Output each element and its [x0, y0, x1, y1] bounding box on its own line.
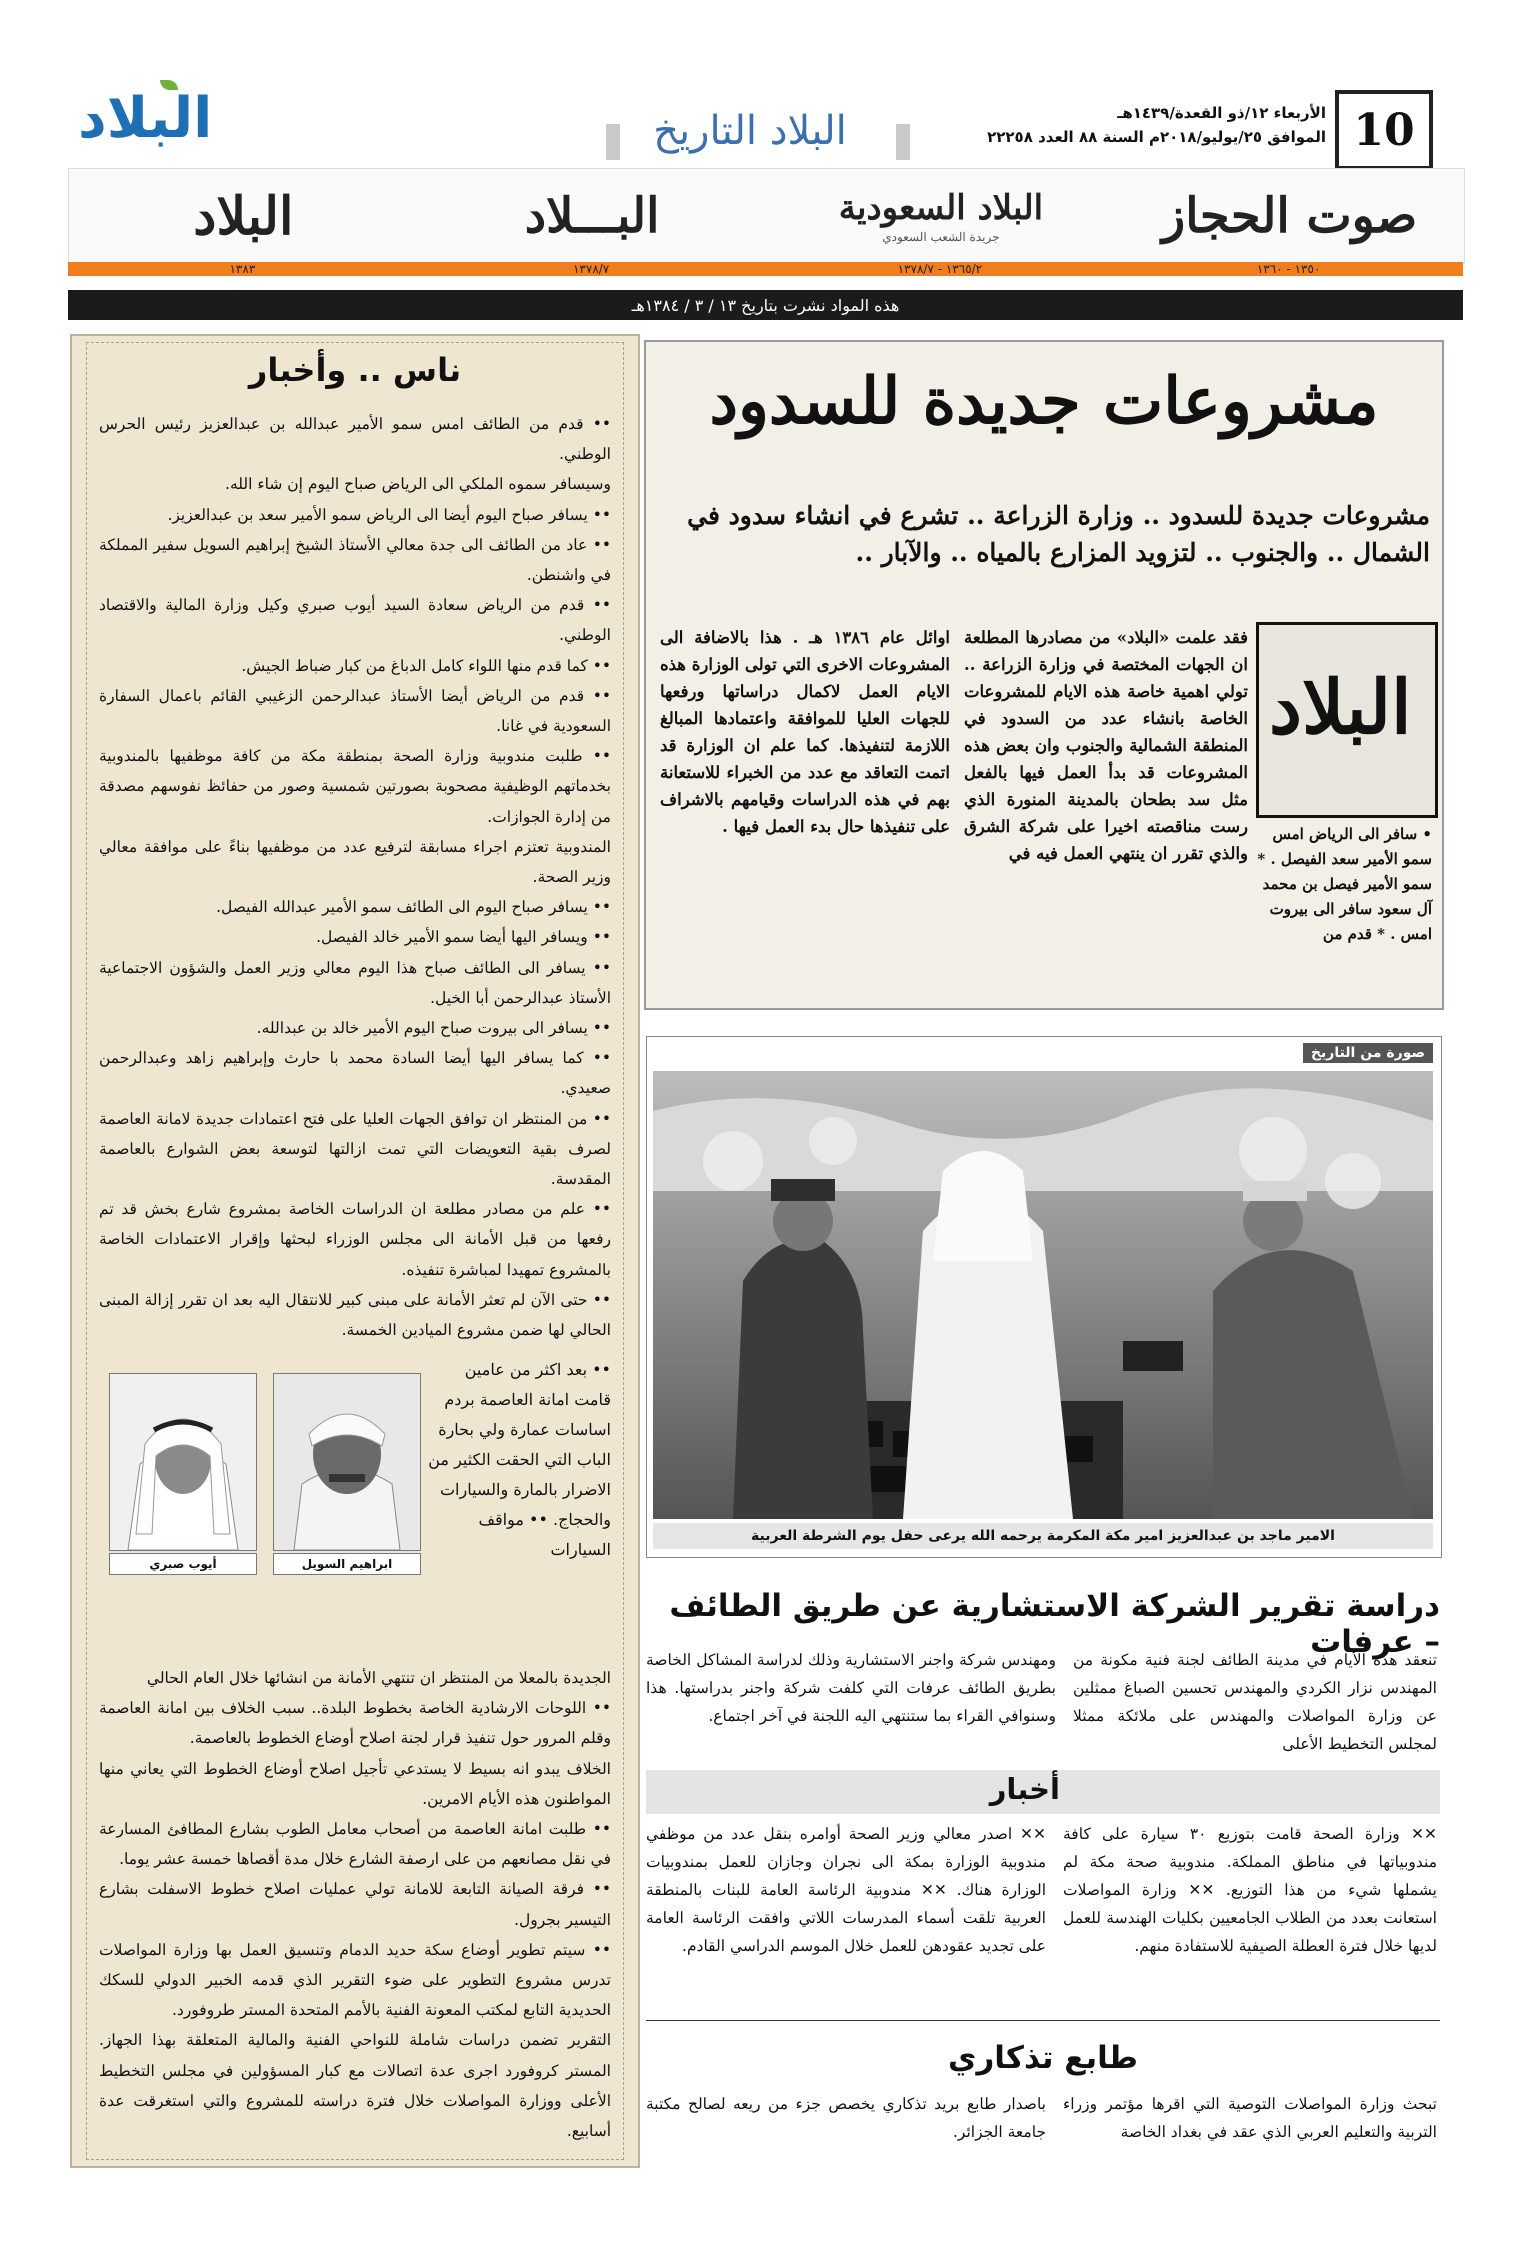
clipping-headline: مشروعات جديدة للسدود	[709, 364, 1379, 439]
newspaper-clipping	[644, 340, 1444, 1010]
historical-photo-frame	[646, 1036, 1442, 1558]
masthead-albilad-alsaudia	[767, 169, 1116, 263]
masthead-albilad-1	[418, 169, 767, 263]
news-item: •• قدم من الرياض سعادة السيد أيوب صبري وكيل وزارة المالية والاقتصاد الوطني.	[99, 596, 611, 645]
year-range: ١٣٧٨/٧	[572, 262, 610, 276]
clipping-albilad-box	[1256, 622, 1438, 818]
clipping-subheadline: مشروعات جديدة للسدود .. وزارة الزراعة .. تشرع في انشاء سدود في الشمال .. والجنوب .. لتزويد المزارع بالمياه .. والآبار ..	[687, 501, 1430, 567]
masthead-albilad-2	[69, 169, 418, 263]
news-item: المندوبية تعتزم اجراء مسابقة لترفيع عدد من موظفيها بناءً على موافقة معالي وزير الصحة.	[99, 837, 611, 887]
masthead-title: صوت الحجاز	[1162, 188, 1418, 244]
masthead-years	[68, 262, 1463, 276]
news-item: •• فرقة الصيانة التابعة للامانة تولي عمليات اصلاح خطوط الاسفلت بشارع التيسير بجرول.	[99, 1880, 611, 1929]
article-column-mid: ومهندس شركة واجنر الاستشارية وذلك لدراسة المشاكل الخاصة بطريق الطائف عرفات التي كلفت شركة واجنر بدراستها. هذا وسنوافي القراء بما ستنتهي اليه اللجنة في آخر اجتماع.	[646, 1651, 1056, 1725]
news-item: •• يسافر صباح اليوم أيضا الى الرياض سمو الأمير سعد بن عبدالعزيز.	[167, 505, 611, 524]
news-item: •• طلبت مندوبية وزارة الصحة بمنطقة مكة من كافة موظفيها بالمندوبية بخدماتهم الوظيفية مصحوبة بصورتين شمسية وصور من حفائظ نفوسهم مصدقة من إدارة الجوازات.	[99, 747, 611, 826]
news-item: •• يسافر الى الطائف صباح هذا اليوم معالي وزير العمل والشؤون الاجتماعية الأستاذ عبدالرحمن أبا الخيل.	[99, 958, 611, 1007]
news-section-title: أخبار	[989, 1772, 1060, 1806]
stamp-section-title: طابع تذكاري	[948, 2040, 1138, 2076]
clipping-side-news: • سافر الى الرياض امس سمو الأمير سعد الفيصل . * سمو الأمير فيصل بن محمد آل سعود سافر الى بيروت امس . * قدم من	[1257, 825, 1432, 943]
news-item: •• عاد من الطائف الى جدة معالي الأستاذ الشيخ إبراهيم السويل سفير المملكة في واشنطن.	[99, 535, 611, 585]
news-item: •• علم من مصادر مطلعة ان الدراسات الخاصة بمشروع شارع بخش قد تم رفعها من قبل الأمانة الى مجلس الوزراء لبحثها وإقرار الاعتمادات الخاصة بالمشروع تمهيدا لمباشرة تنفيذه.	[99, 1200, 611, 1279]
news-item: •• يسافر صباح اليوم الى الطائف سمو الأمير عبدالله الفيصل.	[216, 898, 611, 917]
news-item-side: •• بعد اكثر من عامين قامت امانة العاصمة بردم اساسات عمارة ولي بحارة الباب التي الحقت الكثير من الاضرار بالمارة والسيارات والحجاج. •• مواقف السيارات	[428, 1360, 611, 1559]
news-item: •• قدم من الطائف امس سمو الأمير عبدالله بن عبدالعزيز رئيس الحرس الوطني.	[99, 415, 611, 464]
article-title: دراسة تقرير الشركة الاستشارية عن طريق الطائف – عرفات	[669, 1588, 1440, 1660]
people-news-column	[70, 334, 640, 2168]
portrait-ayoub-sabri	[109, 1373, 257, 1551]
section-banner: البلاد التاريخ	[653, 108, 847, 154]
masthead-subtitle: جريدة الشعب السعودي	[882, 230, 1000, 244]
news-item: •• كما يسافر اليها أيضا السادة محمد با حارث وإبراهيم زاهد وعبدالرحمن صعيدي.	[99, 1049, 611, 1098]
portrait-caption: أيوب صبري	[109, 1553, 257, 1575]
dateline-gregorian: الموافق ٢٥/يوليو/٢٠١٨م السنة ٨٨ العدد ٢٢٢٥٨	[987, 128, 1326, 146]
news-header-bar	[646, 1770, 1440, 1814]
people-news-title: ناس .. وأخبار	[248, 351, 462, 389]
photo-label: صورة من التاريخ	[1303, 1043, 1433, 1063]
news-item: الخلاف يبدو انه بسيط لا يستدعي تأجيل اصلاح أوضاع الخطوط التي يعاني منها المواطنون هذه الأيام الامرين.	[99, 1759, 611, 1808]
masthead-sawt-alhijaz	[1115, 169, 1464, 263]
dateline-hijri: الأربعاء ١٢/ذو القعدة/١٤٣٩هـ	[1117, 104, 1326, 122]
news-item: •• ويسافر اليها أيضا سمو الأمير خالد الفيصل.	[316, 928, 611, 947]
clipping-column-left: اوائل عام ١٣٨٦ هـ . هذا بالاضافة الى المشروعات الاخرى التي تولى الوزارة هذه الايام العمل لاكمال دراساتها ورفعها للجهات العليا للموافقة واعتمادها المبالغ اللازمة لتنفيذها. كما علم ان الوزارة قد اتمت التعاقد مع عدد من الخبراء للاستعانة بهم في هذه الدراسات وقيامهم بالاشراف على تنفيذها حال بدء العمل فيها .	[660, 628, 950, 836]
year-range: ١٣٨٣	[229, 262, 256, 276]
clipping-box-text: البلاد	[1269, 665, 1412, 751]
masthead-title: البلاد	[193, 185, 294, 247]
historical-photo	[653, 1071, 1433, 1519]
article-column-right: تنعقد هذه الأيام في مدينة الطائف لجنة فنية مكونة من المهندس نزار الكردي والمهندس تحسين الصباغ ممثلين عن وزارة المواصلات والمهندس على ملائكة ممثلا لمجلس التخطيط الأعلى	[1073, 1651, 1437, 1753]
stamp-column-right: تبحث وزارة المواصلات التوصية التي اقرها مؤتمر وزراء التربية والتعليم العربي الذي عقد في بغداد الخاصة	[1063, 2095, 1437, 2141]
news-item: •• حتى الآن لم تعثر الأمانة على مبنى كبير للانتقال اليه بعد ان تقرر إزالة المبنى الحالي لها ضمن مشروع الميادين الخمسة.	[99, 1290, 611, 1340]
people-news-frame	[86, 342, 624, 2160]
news-item: •• طلبت امانة العاصمة من أصحاب معامل الطوب بشارع المطافئ المسارعة في نقل مصانعهم من على ارصفة الشارع خلال مدة أقصاها خمسة عشر يوما.	[99, 1820, 611, 1869]
brand-logo: البلاد	[78, 86, 213, 151]
people-news-items-cont	[99, 1663, 611, 2146]
divider	[646, 2020, 1440, 2021]
news-item: وسيسافر سموه الملكي الى الرياض صباح اليوم إن شاء الله.	[225, 475, 611, 494]
masthead-title: البـــلاد	[524, 188, 660, 244]
page-number: 10	[1335, 90, 1433, 170]
news-column-right: ✕✕ وزارة الصحة قامت بتوزيع ٣٠ سيارة على كافة مندوبياتها في مناطق المملكة. مندوبية صحة مكة لم يشملها شيء من هذا التوزيع. ✕✕ وزارة المواصلات استعانت بعدد من الطلاب الجامعيين بكليات الهندسة للعمل لديها خلال فترة العطلة الصيفية للاستفادة منهم.	[1063, 1825, 1437, 1955]
year-range: ١٣٥٠ - ١٣٦٠	[1256, 262, 1321, 276]
portrait-ibrahim-alsuwail	[273, 1373, 421, 1551]
news-item: الجديدة بالمعلا من المنتظر ان تنتهي الأمانة من انشائها خلال العام الحالي	[146, 1669, 611, 1687]
news-item: •• يسافر الى بيروت صباح اليوم الأمير خالد بن عبدالله.	[256, 1019, 611, 1038]
publication-date-notice: هذه المواد نشرت بتاريخ ١٣ / ٣ / ١٣٨٤هـ	[68, 290, 1463, 320]
news-item: •• قدم من الرياض أيضا الأستاذ عبدالرحمن الزغيبي القائم باعمال السفارة السعودية في غانا.	[99, 686, 611, 736]
clipping-column-right: فقد علمت «البلاد» من مصادرها المطلعة ان الجهات المختصة في وزارة الزراعة .. تولي اهمية خاصة هذه الايام للمشروعات الخاصة بانشاء عدد من السدود في المنطقة الشمالية والجنوب وان بعض هذه المشروعات قد بدأ العمل فيها بالفعل مثل سد بطحان بالمدينة المنورة الذي رست مناقصته اخيرا على شركة الشرق والذي تقرر ان ينتهي العمل فيه في	[964, 628, 1248, 863]
photo-caption: الامير ماجد بن عبدالعزيز امير مكة المكرمة يرحمه الله يرعى حفل يوم الشرطة العربية	[653, 1523, 1433, 1549]
mastheads-strip	[68, 168, 1465, 264]
stamp-column-mid: باصدار طابع بريد تذكاري يخصص جزء من ريعه لصالح مكتبة جامعة الجزائر.	[646, 2095, 1046, 2141]
news-item: •• سيتم تطوير أوضاع سكة حديد الدمام وتنسيق العمل بها وزارة المواصلات تدرس مشروع التطوير على ضوء التقرير الذي قدمه الخبير الدولي للسكك الحديدية التابع لمكتب المعونة الفنية بالأمم المتحدة المستر طروفورد.	[99, 1940, 611, 2020]
news-item: •• كما قدم منها اللواء كامل الدباغ من كبار ضباط الجيش.	[241, 656, 611, 675]
masthead-title: البلاد السعودية	[838, 188, 1044, 228]
news-item: •• اللوحات الارشادية الخاصة بخطوط البلدة.. سبب الخلاف بين امانة العاصمة وقلم المرور حول تنفيذ قرار لجنة اصلاح أوضاع الخطوط بالعاصمة.	[99, 1699, 611, 1748]
portrait-caption: ابراهيم السويل	[273, 1553, 421, 1575]
year-range: ١٣٦٥/٢ - ١٣٧٨/٧	[897, 262, 983, 276]
news-item: •• من المنتظر ان توافق الجهات العليا على فتح اعتمادات جديدة لامانة العاصمة لصرف بقية التعويضات التي تمت ازالتها لتوسعة بعض الشوارع بالعاصمة المقدسة.	[99, 1109, 611, 1189]
news-column-mid: ✕✕ اصدر معالي وزير الصحة أوامره بنقل عدد من موظفي مندوبية الوزارة بمكة الى نجران وجازان للعمل بمندوبيات الوزارة هناك. ✕✕ مندوبية الرئاسة العامة للبنات بالمنطقة العربية تلقت أسماء المدرسات اللاتي وافقت الرئاسة العامة على تجديد عقودهن للعمل خلال الموسم الدراسي القادم.	[646, 1825, 1046, 1955]
people-news-items	[99, 409, 611, 1345]
news-item: التقرير تضمن دراسات شاملة للنواحي الفنية والمالية المتعلقة بهذا الجهاز. المستر كروفورد اجرى عدة اتصالات مع كبار المسؤولين في مجلس التخطيط الأعلى ووزارة المواصلات خلال فترة دراسته للمشروع والتي استغرقت عدة أسابيع.	[99, 2031, 611, 2141]
